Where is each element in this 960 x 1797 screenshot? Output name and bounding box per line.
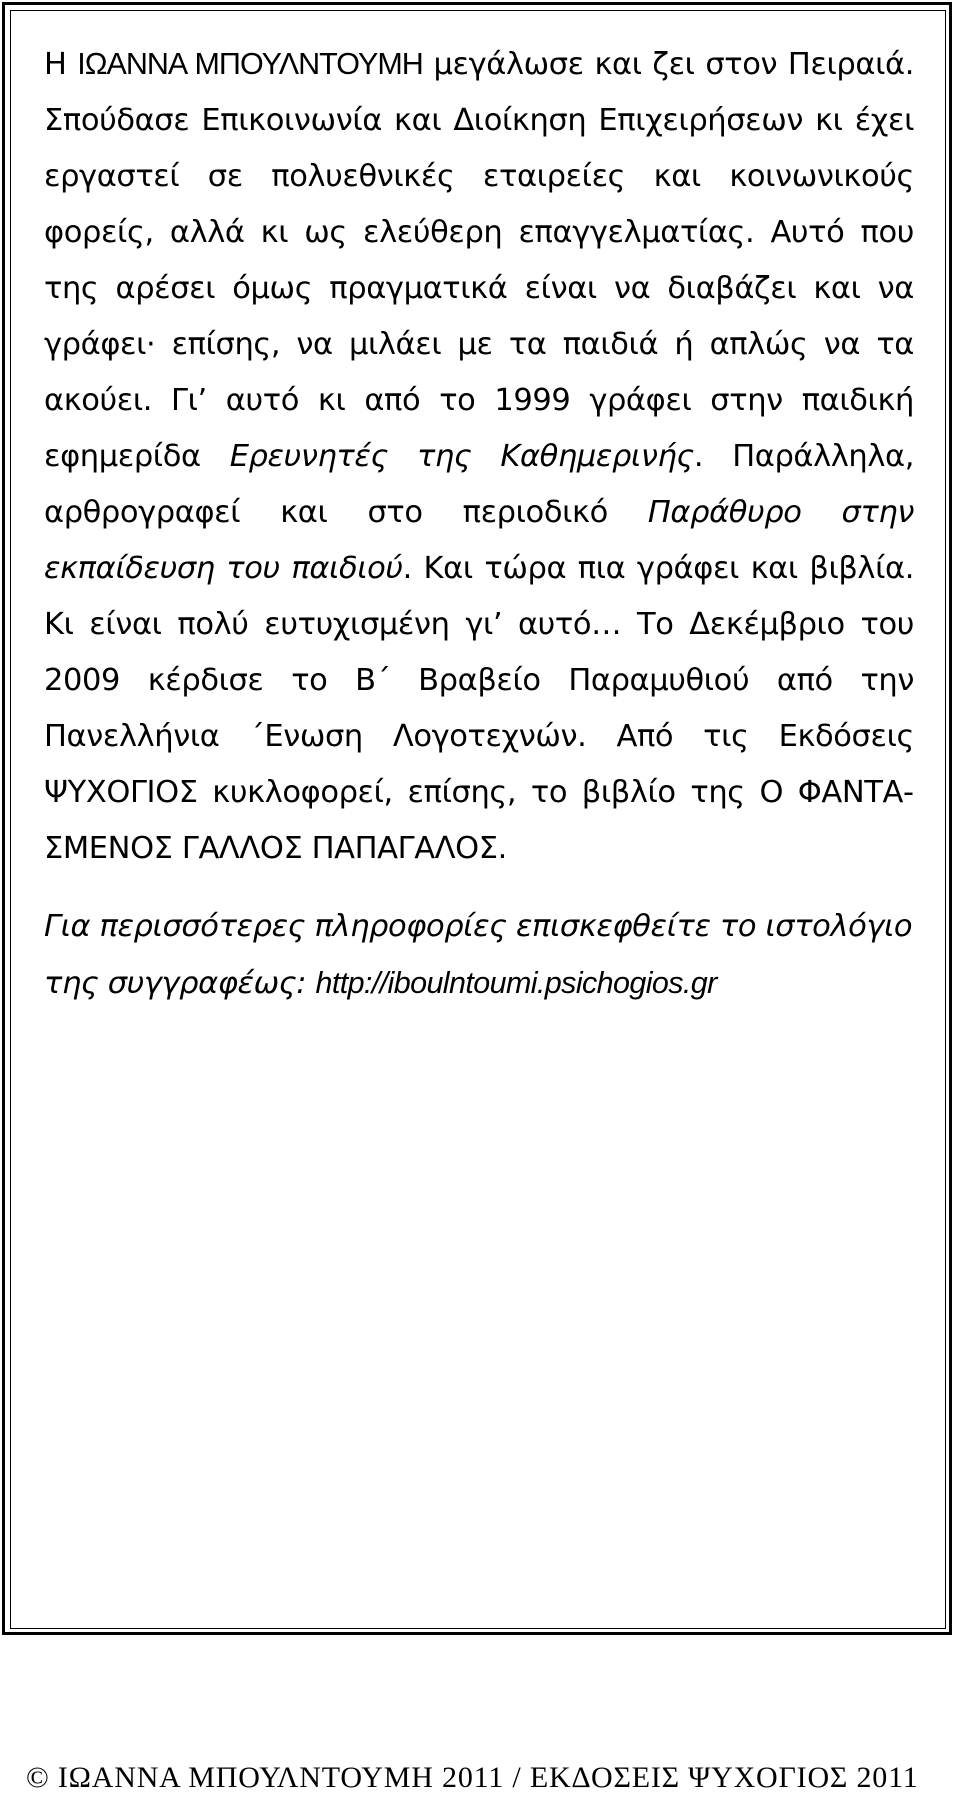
author-name: ΙΩΑΝΝΑ ΜΠΟΥΛΝΤΟΥΜΗ: [77, 47, 423, 81]
copyright-line: © ΙΩΑΝΝΑ ΜΠΟΥΛΝΤΟΥΜΗ 2011 / ΕΚΔΟΣΕΙΣ ΨΥΧΟΓΙΟΣ 2011: [26, 1761, 919, 1794]
blog-url[interactable]: http://iboulntoumi.psichogios.gr: [315, 966, 717, 1000]
magazine-title: Παράθυρο στην εκπαίδευση του παιδιού: [44, 495, 914, 586]
bio-text-1: μεγάλωσε και ζει στον Πειραιά. Σπούδασε Επικοινωνία και Διοίκηση Επιχειρήσεων κι έχει εργαστεί σε πολυεθνικές εταιρείες και κοινωνικούς φορείς, αλλά κι ως ελεύθερη επαγγελματίας. Αυτό που της αρέσει όμως πραγματικά είναι να διαβάζει και να γράφει· επίσης, να μιλάει με τα παιδιά ή απλώς να τα ακούει. Γι’ αυτό κι από το 1999 γράφει στην παιδική εφημερίδα: [44, 47, 914, 474]
more-info-text: Για περισσότερες πληροφορίες επισκεφθείτε το ιστολόγιο της συγγραφέως:: [44, 909, 913, 1001]
more-info: [44, 898, 914, 1012]
bio-text-3: . Και τώρα πια γράφει και βιβλία. Κι είναι πολύ ευτυχισμένη γι’ αυτό… Το Δεκέμβριο του 2009 κέρδισε το Β΄ Βραβείο Παραμυθιού από την Πανελλήνια ΄Ενωση Λογοτεχνών. Από τις Εκδόσεις ΨΥΧΟΓΙΟΣ κυκλοφορεί, επίσης, το βιβλίο της Ο ΦΑΝΤΑΣΜΕΝΟΣ ΓΑΛΛΟΣ ΠΑΠΑΓΑΛΟΣ.: [44, 551, 914, 866]
bio-intro: Η: [44, 47, 78, 82]
newspaper-title: Ερευνητές της Καθημερινής: [229, 439, 694, 474]
author-bio: [44, 36, 914, 877]
bio-text-2: . Παράλληλα, αρθρογραφεί και στο περιοδικό: [44, 439, 914, 530]
